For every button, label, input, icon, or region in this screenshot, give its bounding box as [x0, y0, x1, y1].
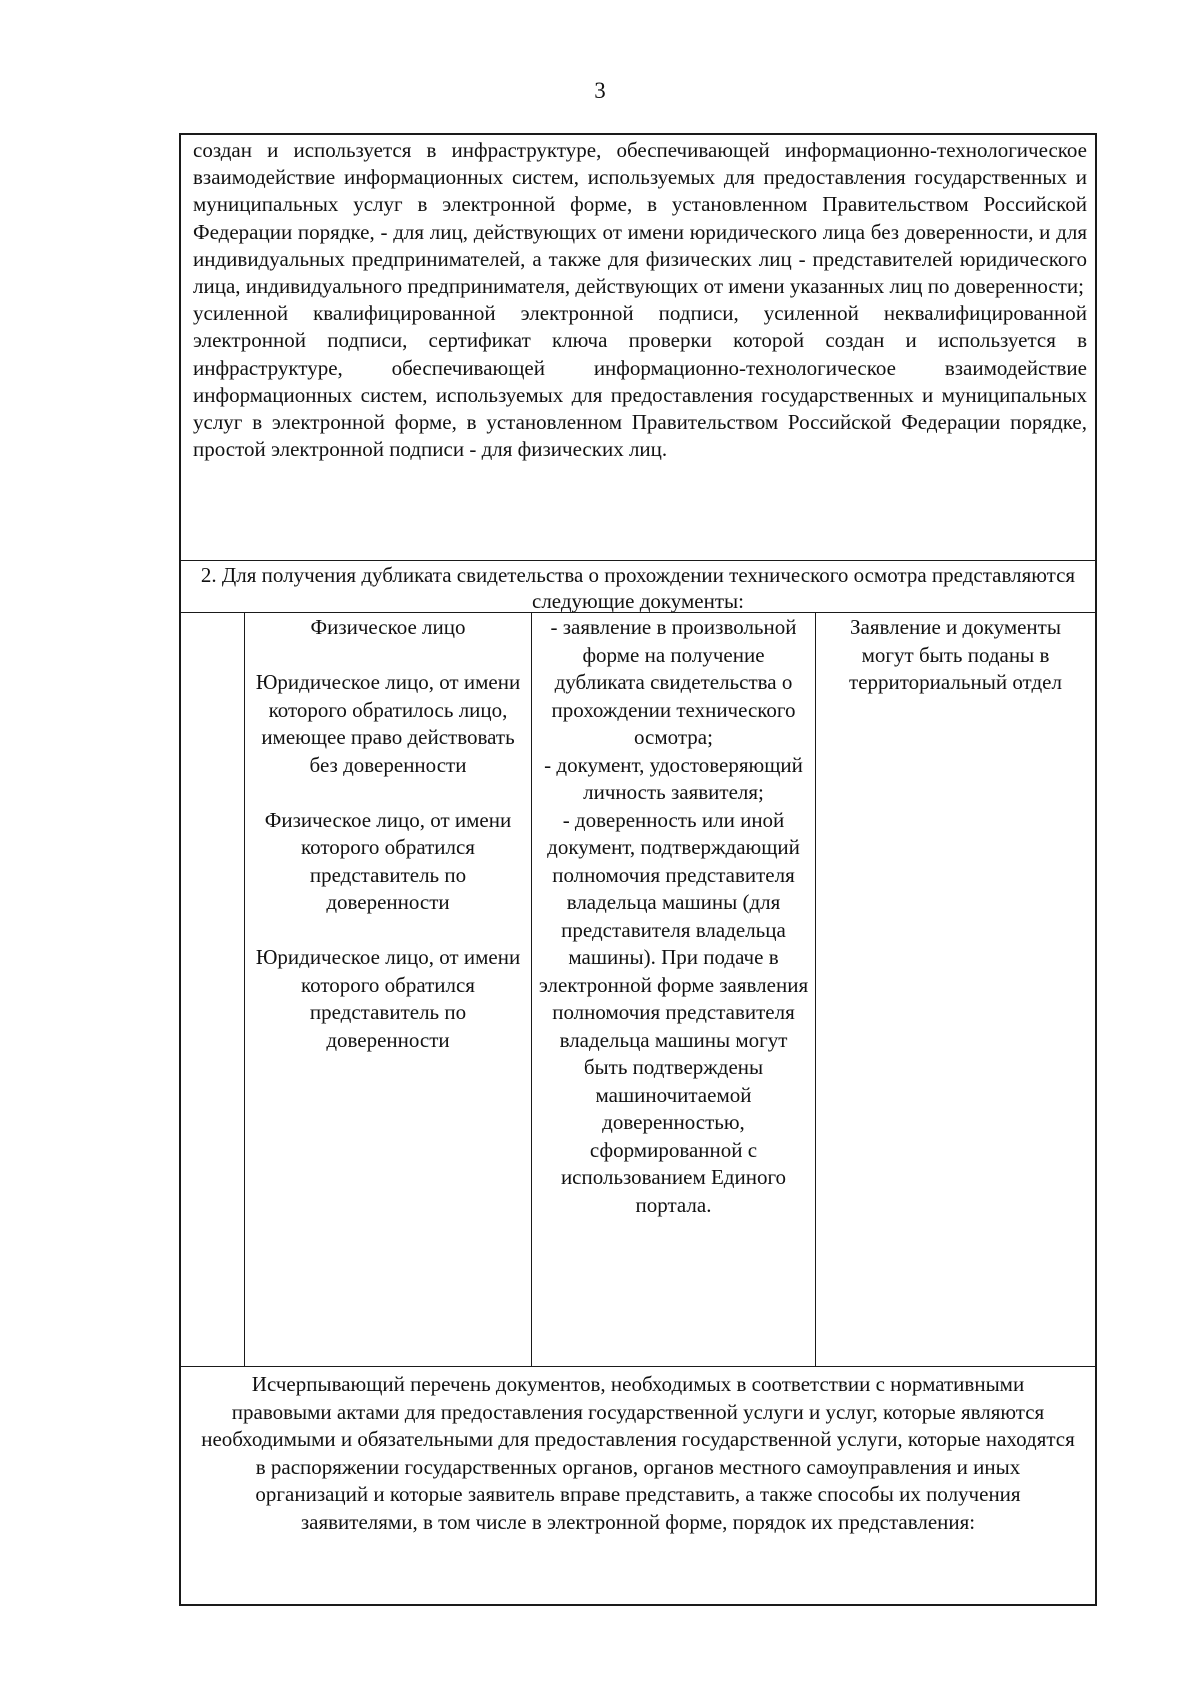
submission-place-column: [816, 613, 1095, 1366]
document-item: - документ, удостоверяющий личность заявителя;: [544, 752, 803, 804]
electronic-signature-section: [181, 135, 1095, 561]
blank-column: [181, 613, 245, 1366]
document-item: - доверенность или иной документ, подтверждающий полномочия представителя владельца машины (для представителя владельца машины). При подаче в электронной форме заявления полномочия представителя владельца машины могут быть подтверждены машиночитаемой доверенностью, сформированной с использованием Единого портала.: [538, 807, 809, 1217]
duplicate-certificate-heading: 2. Для получения дубликата свидетельства о прохождении технического осмотра представляются следующие документы:: [181, 561, 1095, 613]
applicant-item: Юридическое лицо, от имени которого обратилось лицо, имеющее право действовать без доверенности: [255, 670, 521, 777]
required-documents-column: [532, 613, 816, 1366]
applicant-item: Физическое лицо, от имени которого обратился представитель по доверенности: [264, 807, 512, 914]
documents-grid: [181, 613, 1095, 1367]
document-item: - заявление в произвольной форме на получение дубликата свидетельства о прохождении технического осмотра;: [550, 615, 797, 749]
paragraph-signature-individuals: усиленной квалифицированной электронной подписи, усиленной неквалифицированной электронной подписи, сертификат ключа проверки которой создан и используется в инфраструктуре, обеспечивающей информационно-технологическое взаимодействие информационных систем, используемых для предоставления государственных и муниципальных услуг в электронной форме, в установленном Правительством Российской Федерации порядке, простой электронной подписи - для физических лиц.: [193, 301, 1087, 462]
services-table: [179, 133, 1097, 1606]
exhaustive-list-heading: Исчерпывающий перечень документов, необходимых в соответствии с нормативными правовыми актами для предоставления государственной услуги и услуг, которые являются необходимыми и обязательными для предоставления государственной услуги, которые находятся в распоряжении государственных органов, органов местного самоуправления и иных организаций и которые заявитель вправе представить, а также способы их получения заявителями, в том числе в электронной форме, порядок их представления:: [201, 1372, 1075, 1534]
applicant-item: Физическое лицо: [310, 615, 466, 639]
page-number: 3: [594, 78, 606, 103]
submission-place-text: Заявление и документы могут быть поданы в территориальный отдел: [849, 615, 1062, 694]
applicant-types-column: [245, 613, 532, 1366]
applicant-item: Юридическое лицо, от имени которого обратился представитель по доверенности: [255, 945, 521, 1052]
paragraph-signature-legal-entities: создан и используется в инфраструктуре, обеспечивающей информационно-технологическое взаимодействие информационных систем, используемых для предоставления государственных и муниципальных услуг в электронной форме, в установленном Правительством Российской Федерации порядке, - для лиц, действующих от имени юридического лица без доверенности, и для индивидуальных предпринимателей, а также для физических лиц - представителей юридического лица, индивидуального предпринимателя, действующих от имени указанных лиц по доверенности;: [193, 138, 1087, 299]
